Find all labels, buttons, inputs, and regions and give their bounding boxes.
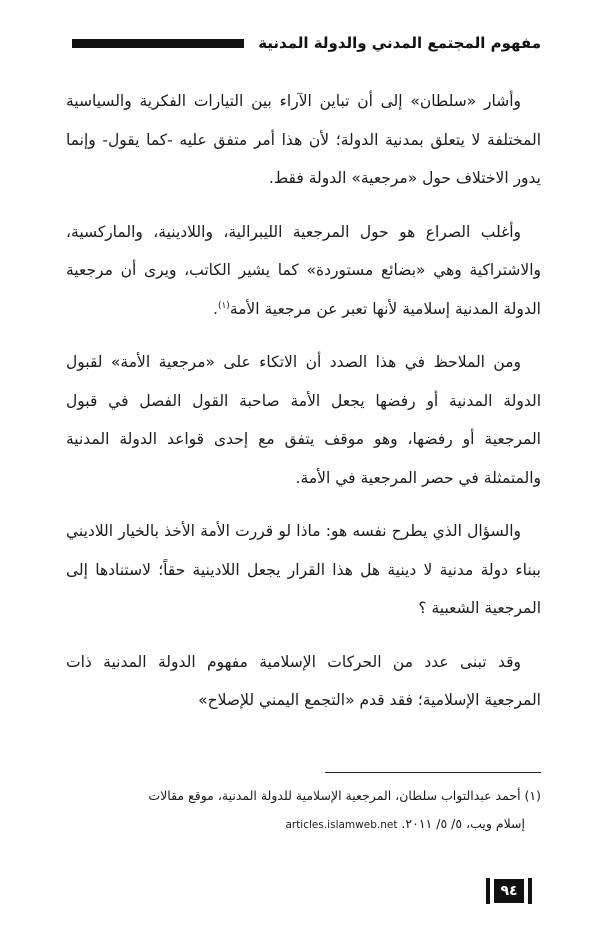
footnotes xyxy=(66,782,541,839)
running-title: مفهوم المجتمع المدني والدولة المدنية xyxy=(258,34,541,52)
page-number-bar xyxy=(528,878,532,904)
body-text xyxy=(66,82,541,735)
paragraph: وأغلب الصراع هو حول المرجعية الليبرالية، واللادينية، والماركسية، والاشتراكية وهي «بضائع مستوردة» كما يشير الكاتب، ويرى أن مرجعية الدولة المدنية إسلامية لأنها تعبر عن مرجعية الأمة$^{(١)}$. xyxy=(66,222,541,318)
footnote-url: articles.islamweb.net xyxy=(285,819,398,831)
page-number-bar xyxy=(486,878,490,904)
footnote-marker: (١) xyxy=(217,300,230,311)
header-rule xyxy=(72,39,244,48)
footnote-line: إسلام ويب، ٥/ ٥/ ٢٠١١. articles.islamweb.net xyxy=(285,816,525,831)
page-number-label: ٩٤ xyxy=(494,879,523,903)
footnote-line: (١) أحمد عبدالتواب سلطان، المرجعية الإسلامية للدولة المدنية، موقع مقالات xyxy=(148,788,541,803)
footnote-separator xyxy=(325,772,541,773)
paragraph: والسؤال الذي يطرح نفسه هو: ماذا لو قررت الأمة الأخذ بالخيار اللاديني ببناء دولة مدنية لا دينية هل هذا القرار يجعل اللادينية حقاً؛ لاستنادها إلى المرجعية الشعبية ؟ xyxy=(66,522,541,617)
paragraph: ومن الملاحظ في هذا الصدد أن الاتكاء على «مرجعية الأمة» لقبول الدولة المدنية أو رفضها يجعل الأمة صاحبة القول الفصل في قبول المرجعية أو رفضها، وهو موقف يتفق مع إحدى قواعد الدولة المدنية والمتمثلة في حصر المرجعية في الأمة. xyxy=(66,353,541,487)
paragraph: وقد تبنى عدد من الحركات الإسلامية مفهوم الدولة المدنية ذات المرجعية الإسلامية؛ فقد قدم «التجمع اليمني للإصلاح» xyxy=(66,652,541,709)
page-number xyxy=(483,877,535,905)
running-header xyxy=(72,28,541,58)
paragraph: وأشار «سلطان» إلى أن تباين الآراء بين التيارات الفكرية والسياسية المختلفة لا يتعلق بمدنية الدولة؛ لأن هذا أمر متفق عليه -كما يقول- وإنما يدور الاختلاف حول «مرجعية» الدولة فقط. xyxy=(66,92,541,187)
